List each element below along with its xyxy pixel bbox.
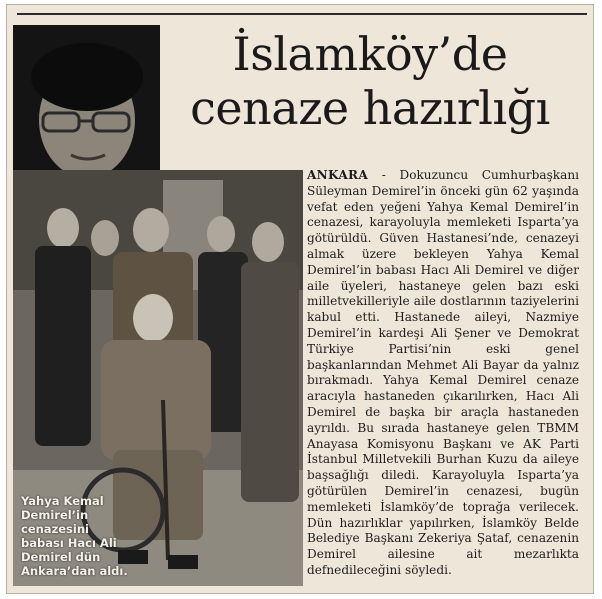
dateline-separator: - bbox=[368, 168, 400, 182]
newspaper-clipping bbox=[6, 4, 594, 594]
top-rule bbox=[17, 13, 587, 15]
headline-line-2: cenaze hazırlığı bbox=[190, 81, 550, 135]
dateline: ANKARA bbox=[307, 168, 369, 182]
article-body bbox=[307, 168, 579, 579]
headline bbox=[165, 27, 575, 135]
group-photo bbox=[13, 170, 303, 586]
article-text: Dokuzuncu Cumhurbaşkanı Süleyman Demirel’in önceki gün 62 yaşında vefat eden yeğeni Yahya Kemal Demirel’in cenazesi, karayoluyla memleketi Isparta’ya götürüldü. Güven Hastanesi’nde, cenazeyi almak üzere bekleyen Yahya Kemal Demirel’in babası Hacı Ali Demirel ve diğer aile üyeleri, hastaneye gelen bazı eski milletvekilleriyle aile dostlarının taziyelerini kabul etti. Hastanede aileyi, Nazmiye Demirel’in kardeşi Ali Şener ve Demokrat Türkiye Partisi’nin eski genel başkanlarından Mehmet Ali Bayar da yalnız bırakmadı. Yahya Kemal Demirel cenaze aracıyla hastaneden çıkarılırken, Hacı Ali Demirel de başka bir araçla hastaneden ayrıldı. Bu sırada hastaneye gelen TBMM Anayasa Komisyonu Başkanı ve AK Parti İstanbul Milletvekili Burhan Kuzu da aileye başsağlığı diledi. Karayoluyla Isparta’ya götürülen Demirel’in cenazesi, bugün memleketi İslamköy’de toprağa verilecek. Dün hazırlıklar yapılırken, İslamköy Belde Belediye Başkanı Zekeriya Şataf, cenazenin Demirel ailesine ait mezarlıkta defnedileceğini söyledi. bbox=[307, 168, 579, 577]
photo-caption: Yahya Kemal Demirel’in cenazesini babası Hacı Ali Demirel dün Ankara’dan aldı. bbox=[21, 494, 128, 578]
headline-line-1: İslamköy’de bbox=[232, 27, 508, 81]
